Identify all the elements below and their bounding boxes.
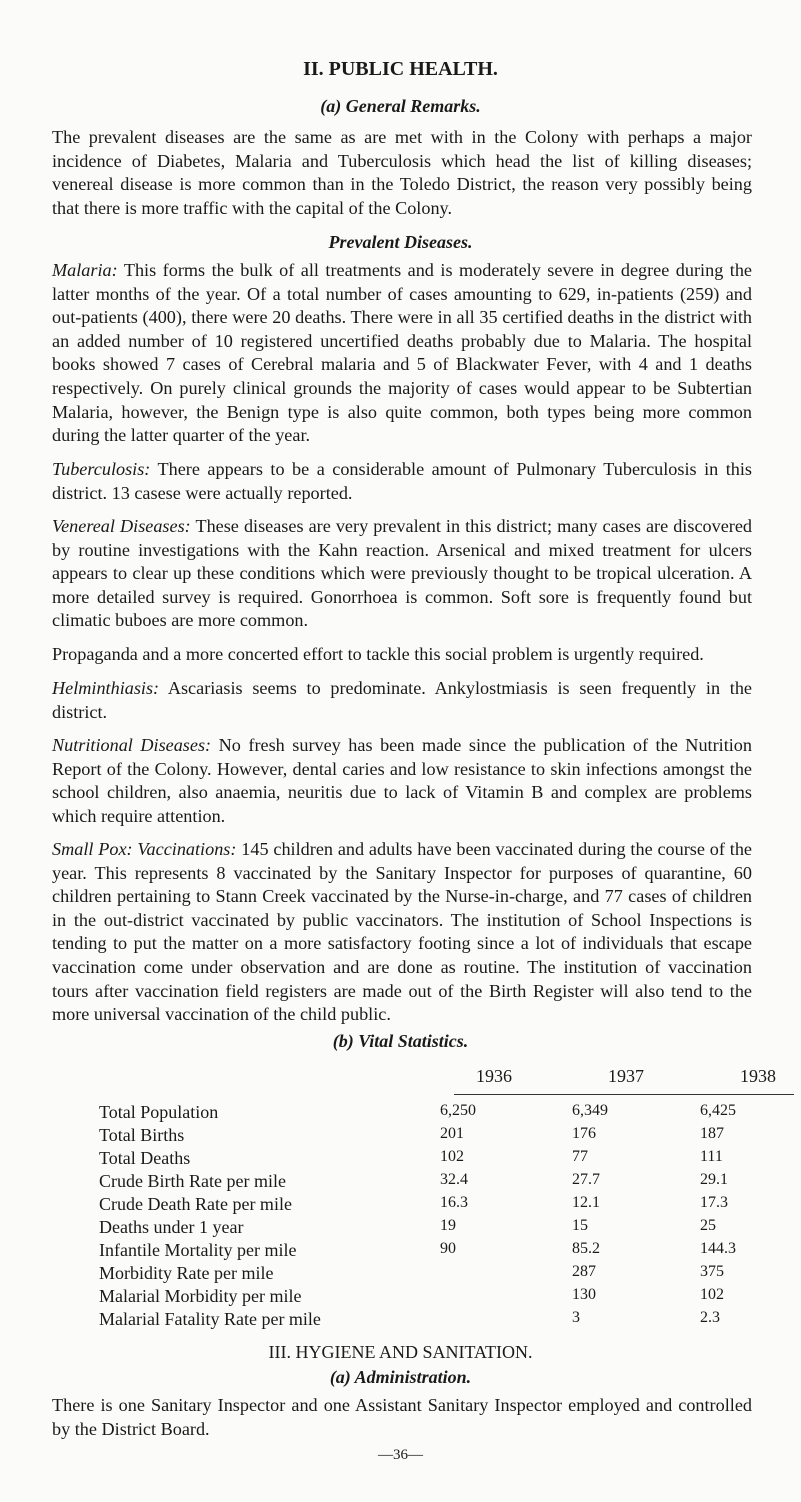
helminthiasis-lead: Helminthiasis: bbox=[52, 678, 160, 698]
nutritional-lead: Nutritional Diseases: bbox=[52, 735, 212, 755]
venereal-paragraph bbox=[52, 515, 752, 633]
table-cell: 6,425 bbox=[700, 1102, 736, 1119]
smallpox-text: 145 children and adults have been vaccinated during the course of the year. This represents 8 vaccinated by the Sanitary Inspector for purposes of quarantine, 60 children pertaining to Stann Creek vaccinated by the Nurse-in-charge, and 77 cases of children in the out-district vaccinated by public vaccinators. The institution of School Inspections is tending to put the matter on a more satisfactory footing since a lot of individuals that escape vaccination come under observation and are done as routine. The institution of vaccination tours after vaccination field registers are made out of the Birth Register will also tend to the more universal vaccination of the child public. bbox=[52, 839, 752, 1025]
table-cell: 111 bbox=[700, 1148, 723, 1165]
general-remarks-paragraph: The prevalent diseases are the same as are met with in the Colony with perhaps a major incidence of Diabetes, Malaria and Tuberculosis which head the list of killing diseases; venereal disease is more common than in the Toledo District, the reason very possibly being that there is more traffic with the capital of the Colony. bbox=[52, 127, 752, 218]
table-cell: 187 bbox=[700, 1125, 724, 1142]
table-cell: 2.3 bbox=[700, 1309, 720, 1326]
table-cell: 32.4 bbox=[440, 1171, 468, 1188]
table-cell: 25 bbox=[700, 1217, 716, 1234]
table-row-label: Morbidity Rate per mile bbox=[99, 1263, 274, 1283]
table-cell: 287 bbox=[572, 1263, 596, 1280]
tuberculosis-paragraph bbox=[52, 458, 752, 505]
table-cell: 17.3 bbox=[700, 1194, 728, 1211]
table-cell: 6,349 bbox=[572, 1102, 608, 1119]
table-cell: 29.1 bbox=[700, 1171, 728, 1188]
tuberculosis-text: There appears to be a considerable amount of Pulmonary Tuberculosis in this district. 13 casese were actually reported. bbox=[52, 459, 752, 503]
table-row-label: Total Births bbox=[99, 1125, 185, 1145]
hygiene-title: III. HYGIENE AND SANITATION. bbox=[268, 1342, 533, 1362]
smallpox-lead: Small Pox: Vaccinations: bbox=[52, 839, 237, 859]
prevalent-diseases-heading: Prevalent Diseases. bbox=[328, 232, 473, 252]
table-cell: 85.2 bbox=[572, 1240, 600, 1257]
table-cell: 176 bbox=[572, 1125, 596, 1142]
nutritional-paragraph bbox=[52, 734, 752, 828]
vital-statistics-heading: (b) Vital Statistics. bbox=[332, 1031, 469, 1051]
page-number: —36— bbox=[378, 1447, 423, 1463]
malaria-paragraph bbox=[52, 259, 752, 448]
venereal-lead: Venereal Diseases: bbox=[52, 516, 191, 536]
tuberculosis-lead: Tuberculosis: bbox=[52, 459, 151, 479]
section-title: II. PUBLIC HEALTH. bbox=[303, 58, 498, 80]
table-cell: 102 bbox=[700, 1286, 724, 1303]
table-cell: 6,250 bbox=[440, 1102, 476, 1119]
table-cell: 375 bbox=[700, 1263, 724, 1280]
malaria-text: This forms the bulk of all treatments and is moderately severe in degree during the latter months of the year. Of a total number of cases amounting to 629, in-patients (259) and out-patients (400), there were 20 deaths. There were in all 35 certified deaths in the district with an added number of 10 registered uncertified deaths probably due to Malaria. The hospital books showed 7 cases of Cerebral malaria and 5 of Blackwater Fever, with 4 and 1 deaths respectively. On purely clinical grounds the majority of cases would appear to be Subtertian Malaria, however, the Benign type is also quite common, both types being more common during the latter quarter of the year. bbox=[52, 260, 752, 446]
table-row-label: Total Population bbox=[99, 1102, 219, 1122]
table-cell: 27.7 bbox=[572, 1171, 600, 1188]
malaria-lead: Malaria: bbox=[52, 260, 118, 280]
table-cell: 90 bbox=[440, 1240, 456, 1257]
table-row-label: Total Deaths bbox=[99, 1148, 191, 1168]
table-row-label: Deaths under 1 year bbox=[99, 1217, 244, 1237]
table-cell: 15 bbox=[572, 1217, 588, 1234]
year-header-1938: 1938 bbox=[740, 1066, 776, 1086]
nutritional-text: No fresh survey has been made since the publication of the Nutrition Report of the Colony. However, dental caries and low resistance to skin infections amongst the school children, also anaemia, neuritis due to lack of Vitamin B and complex are problems which require attention. bbox=[52, 735, 752, 826]
table-row-label: Malarial Morbidity per mile bbox=[99, 1286, 302, 1306]
administration-heading: (a) Administration. bbox=[329, 1367, 472, 1387]
table-cell: 12.1 bbox=[572, 1194, 600, 1211]
table-cell: 3 bbox=[572, 1309, 580, 1326]
administration-paragraph: There is one Sanitary Inspector and one Assistant Sanitary Inspector employed and controlled by the District Board. bbox=[52, 1395, 752, 1439]
table-row-label: Malarial Fatality Rate per mile bbox=[99, 1309, 321, 1329]
propaganda-paragraph: Propaganda and a more concerted effort to tackle this social problem is urgently required. bbox=[52, 644, 704, 664]
helminthiasis-text: Ascariasis seems to predominate. Ankylostmiasis is seen frequently in the district. bbox=[52, 678, 752, 722]
table-cell: 77 bbox=[572, 1148, 588, 1165]
year-header-1936: 1936 bbox=[476, 1066, 512, 1086]
table-cell: 201 bbox=[440, 1125, 464, 1142]
table-cell: 16.3 bbox=[440, 1194, 468, 1211]
table-row-label: Infantile Mortality per mile bbox=[99, 1240, 297, 1260]
table-cell: 130 bbox=[572, 1286, 596, 1303]
helminthiasis-paragraph bbox=[52, 677, 752, 724]
year-header-1937: 1937 bbox=[608, 1066, 644, 1086]
table-cell: 19 bbox=[440, 1217, 456, 1234]
table-cell: 102 bbox=[440, 1148, 464, 1165]
table-cell: 144.3 bbox=[700, 1240, 736, 1257]
general-remarks-heading: (a) General Remarks. bbox=[320, 96, 481, 116]
venereal-text: These diseases are very prevalent in this district; many cases are discovered by routine investigations with the Kahn reaction. Arsenical and mixed treatment for ulcers appears to clear up these conditions which were previously thought to be tropical ulceration. A more detailed survey is required. Gonorrhoea is common. Soft sore is frequently found but climatic buboes are more common. bbox=[52, 516, 752, 631]
table-row-label: Crude Death Rate per mile bbox=[99, 1194, 292, 1214]
table-row-label: Crude Birth Rate per mile bbox=[99, 1171, 286, 1191]
header-rule bbox=[454, 1094, 794, 1095]
smallpox-paragraph bbox=[52, 838, 752, 1027]
